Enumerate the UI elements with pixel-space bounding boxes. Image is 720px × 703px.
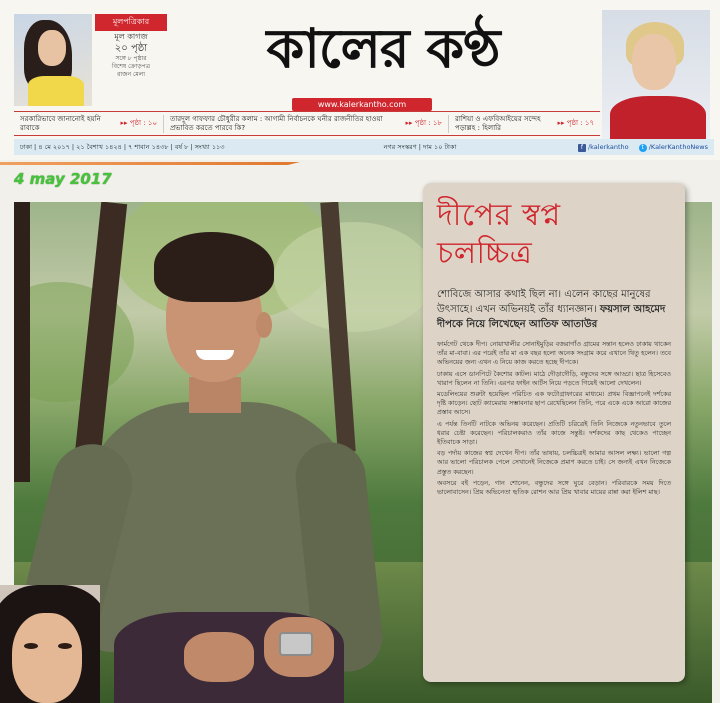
teaser-item: রাশিয়া ও এফবিআইয়ের সন্দেহ পড়াল্লহ : হিলারি ▸▸ পৃষ্ঠা : ১৭ bbox=[455, 114, 594, 132]
article-headline bbox=[437, 197, 671, 273]
arrow-icon: ▸▸ bbox=[120, 119, 128, 127]
supplement-cover-photo bbox=[14, 14, 92, 106]
newspaper-logo: কালের কণ্ঠ bbox=[266, 17, 500, 80]
actor-portrait bbox=[74, 232, 374, 703]
supplement-tag: মূলপত্রিকার bbox=[95, 14, 167, 31]
dateline-bar bbox=[14, 139, 714, 155]
issue-info: ঢাকা | ৪ মে ২০১৭ | ২১ বৈশাখ ১৪২৪ | ৭ শাবান ১৪৩৮ | বর্ষ ৮ | সংখ্যা ১১৩ bbox=[20, 142, 225, 151]
page-ref: ▸▸ পৃষ্ঠা : ১০ bbox=[120, 119, 157, 127]
headline-line: চলচ্চিত্র bbox=[437, 236, 533, 271]
supplement-line: সঙ্গে ৮ পৃষ্ঠার bbox=[115, 55, 147, 62]
masthead bbox=[0, 0, 720, 160]
byline: ফয়সাল আহমেদ দীপকে নিয়ে লিখেছেন আতিফ আতাউর bbox=[437, 304, 666, 330]
page-ref: ▸▸ পৃষ্ঠা : ১৮ bbox=[405, 119, 442, 127]
social-links bbox=[520, 143, 708, 152]
article-card bbox=[423, 183, 685, 682]
supplement-info bbox=[95, 14, 167, 106]
headline-line: দীপের স্বপ্ন bbox=[437, 198, 561, 233]
body-paragraph: ফার্মগেট থেকে দীপ। নোয়াখালীর সোনাইমুড়ির বজরাগাঁও গ্রামের সন্তান হলেও ঢাকায় থাকেন তাঁর মা-বাবা। এর পরেই তাঁর মা এক বছর হলো অনেক সংগ্রাম করে এখানে থিতু হলেন। তবে অভিনয়ের জন্য এখন এ নিয়ে কাজ করতে হচ্ছে দীপকে। bbox=[437, 340, 671, 367]
body-paragraph: ঢাকায় এসে ডানপিটে কৈশোর কাটল। মাঠে দৌড়াদৌড়ি, বন্ধুদের সঙ্গে আড্ডা। ছাত্র হিসেবেও খারাপ ছিলেন না তিনি। এরপর ফাইন আর্টস নিয়ে পড়তে গিয়েই আলো দেখলেন। bbox=[437, 369, 671, 387]
facebook-icon: f bbox=[578, 144, 586, 152]
supplement-line: মূল কাগজ bbox=[114, 32, 148, 41]
arrow-icon: ▸▸ bbox=[405, 119, 413, 127]
body-paragraph: মডেলিংয়ের শুরুটা হয়েছিল পরিচিত এক ফটোগ্রাফারের মাধ্যমে। প্রথম বিজ্ঞাপনেই দর্শকের দৃষ্টি কাড়েন। ছোট ক্যামেরায় সম্ভাবনার ছাপ রেখেছিলেন তিনি, পরে একে একে আরো কাজের প্রস্তাব আসে। bbox=[437, 390, 671, 417]
phone bbox=[279, 632, 313, 656]
body-paragraph: এ পর্যন্ত তিনটি নাটকে অভিনয় করেছেন। প্রতিটি চরিত্রেই তিনি নিজেকে নতুনভাবে তুলে ধরার চেষ্টা করেছেন। পরিচালকরাও তাঁর কাজে সন্তুষ্ট। দর্শকদের কাছ থেকেও পাচ্ছেন ইতিবাচক সাড়া। bbox=[437, 419, 671, 447]
supplement-pages: ২০ পৃষ্ঠা bbox=[114, 43, 148, 54]
date-stamp: 4 may 2017 bbox=[14, 170, 112, 188]
article-body bbox=[437, 340, 671, 497]
twitter-icon: t bbox=[639, 144, 647, 152]
body-paragraph: অবসরে বই পড়েন, গান শোনেন, বন্ধুদের সঙ্গে ঘুরে বেড়ান। পরিবারকে সময় দিতে ভালোবাসেন। প্রিয় অভিনেতা হৃতিক রোশন আর প্রিয় খাবার মায়ের রান্না করা ইলিশ মাছ। bbox=[437, 478, 671, 497]
teaser-item: সরকারিভাবে জানানোই হয়নি রাবাকে ▸▸ পৃষ্ঠা : ১০ bbox=[14, 115, 164, 133]
body-paragraph: বড় পর্দায় কাজের স্বপ্ন দেখেন দীপ। তাঁর ভাষায়, চলচ্চিত্রই আমার আসল লক্ষ্য। ভালো গল্প আর ভালো পরিচালক পেলে সেখানেই নিজেকে প্রমাণ করতে চাই। সে জন্যই এখন নিজেকে প্রস্তুত করছেন। bbox=[437, 449, 671, 476]
front-page-photo bbox=[602, 10, 710, 140]
inset-portrait bbox=[0, 585, 100, 703]
supplement-line: রাজন মেলা bbox=[117, 71, 145, 78]
website-url: www.kalerkantho.com bbox=[292, 98, 432, 111]
supplement-line: বিশেষ ক্রোড়পত্র bbox=[111, 63, 151, 70]
article-intro: শোবিজে আসার কথাই ছিল না। এলেন কাছের মানুষের উৎসাহে। এখন অভিনয়ই তাঁর ধ্যানজ্ঞান। ফয়সাল আহমেদ দীপকে নিয়ে লিখেছেন আতিফ আতাউর bbox=[437, 289, 666, 330]
teaser-row bbox=[14, 111, 600, 136]
twitter-handle: /KalerKanthoNews bbox=[648, 142, 708, 151]
facebook-handle: /kalerkantho bbox=[587, 142, 629, 151]
price-info: নগর সংস্করণ | দাম ১০ টাকা bbox=[383, 142, 457, 151]
divider bbox=[0, 162, 300, 165]
teaser-item: তারদুল গাফফার চৌধুরীর কলাম : আগামী নির্বাচনকে ঘনীর রাজনীতির হাওয়া প্রভাবিত করতে পারবে কি? ▸▸ পৃষ্ঠা : ১৮ bbox=[164, 115, 449, 133]
arrow-icon: ▸▸ bbox=[557, 119, 565, 127]
page-ref: ▸▸ পৃষ্ঠা : ১৭ bbox=[557, 119, 594, 127]
